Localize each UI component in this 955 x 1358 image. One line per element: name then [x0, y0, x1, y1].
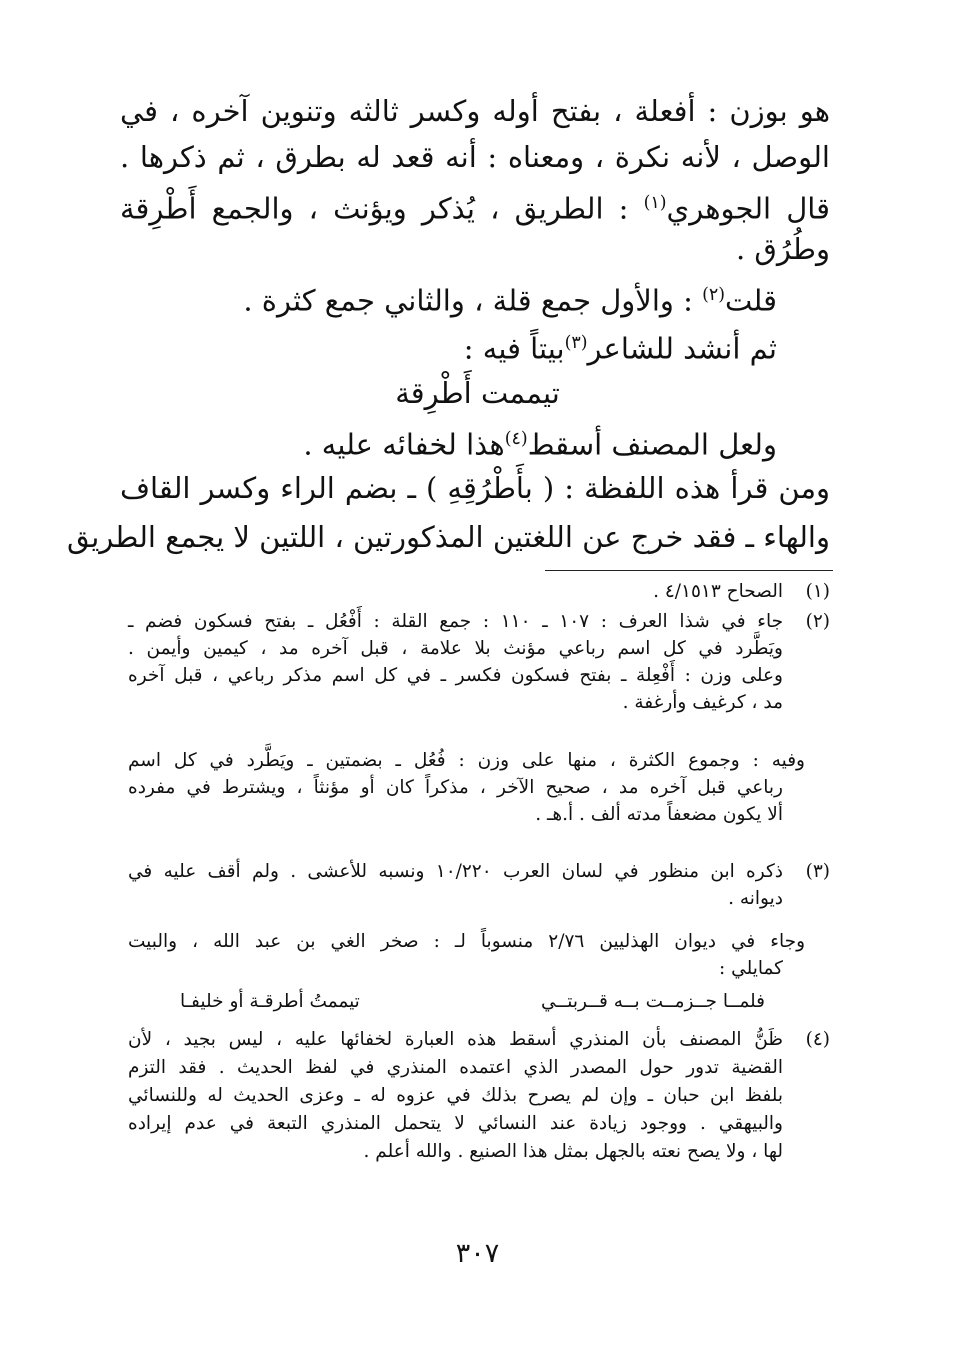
body-text: قلت	[725, 283, 777, 318]
footnote-line: كمايلي :	[719, 958, 783, 979]
body-line	[120, 180, 830, 232]
footnote-line: بلفظ ابن حبان ـ وإن لم يصرح بذلك في عزوه له ـ وعزى الحديث له وللنسائي	[128, 1085, 783, 1106]
footnote-line: ويَطَّرد في كل اسم رباعي مؤنث بلا علامة ، قبل آخره مد ، كيمين وأيمن .	[128, 638, 783, 659]
footnote-line: ديوانه .	[728, 888, 783, 909]
body-line: والهاء ـ فقد خرج عن اللغتين المذكورتين ، اللتين لا يجمع الطريق	[67, 520, 830, 554]
footnote-number: (٤)	[805, 1029, 830, 1050]
body-text: : والأول جمع قلة ، والثاني جمع كثرة .	[243, 283, 703, 318]
body-text: هذا لخفائه عليه .	[303, 427, 505, 462]
footnote-number: (١)	[805, 581, 830, 602]
footnote-line: مد ، كرغيف وأرغفة .	[622, 692, 783, 713]
footnote	[0, 578, 955, 605]
footnote-line: ذكره ابن منظور في لسان العرب ١٠/٢٢٠ ونسبه للأعشى . ولم أقف عليه في	[128, 861, 784, 882]
footnote	[0, 1026, 955, 1166]
footnote-line: ألا يكون مضعفاً مدته ألف . أ.هـ .	[535, 804, 783, 825]
footnote-continuation	[0, 928, 955, 982]
footnote-line: وجاء في ديوان الهذليين ٢/٧٦ منسوباً لـ : صخر الغي بن عبد الله ، والبيت	[128, 931, 805, 952]
footnote-verse-second-hemistich: تيممتُ أطرقـة أو خليفـا	[180, 991, 360, 1012]
quoted-verse: تيممت أَطْرِقة	[395, 376, 560, 410]
footnote-number: (٣)	[805, 861, 830, 882]
body-text: ثم أنشد للشاعر	[587, 331, 777, 366]
footnote-line: جاء في شذا العرف : ١٠٧ ـ ١١٠ : جمع القلة : أَفْعُل ـ بفتح فسكون فضم ـ	[128, 611, 784, 632]
body-line	[243, 272, 777, 324]
footnote-line: ظَنُّ المصنف بأن المنذري أسقط هذه العبارة لخفائها عليه ، ليس بجيد ، لأن	[128, 1029, 783, 1050]
body-line: ومن قرأ هذه اللفظة : ( بأَطْرُقِهِ ) ـ بضم الراء وكسر القاف	[120, 471, 830, 505]
footnote-ref: (٣)	[564, 333, 588, 353]
body-text: ولعل المصنف أسقط	[527, 427, 777, 462]
footnote-line: رباعي قبل آخره مد ، صحيح الآخر ، مذكراً كان أو مؤنثاً ، ويشترط في مفرده	[128, 777, 783, 798]
footnote-ref: (١)	[643, 193, 667, 213]
body-text: قال الجوهري	[666, 191, 831, 226]
body-line: هو بوزن : أفعلة ، بفتح أوله وكسر ثالثه وتنوين آخره ، في	[120, 94, 830, 128]
footnote-line: القضية تدور حول المصدر الذي اعتمده المنذري في لفظ الحديث . فقد التزم	[128, 1057, 783, 1078]
footnote-continuation	[0, 747, 955, 828]
footnote-line: والبيهقي . ووجود زيادة عند النسائي لا يتحمل المنذري التبعة في عدم إيراده	[128, 1113, 783, 1134]
body-line: وطُرُق .	[735, 232, 830, 266]
body-text: : الطريق ، يُذكر ويؤنث ، والجمع أَطْرِقة	[120, 191, 644, 226]
footnote-number: (٢)	[805, 611, 830, 632]
footnote-line: الصحاح ٤/١٥١٣ .	[653, 581, 783, 602]
body-line	[464, 320, 777, 372]
footnote-ref: (٤)	[504, 429, 528, 449]
footnote	[0, 858, 955, 912]
footnote-ref: (٢)	[702, 285, 726, 305]
footnote-line: وفيه : وجموع الكثرة ، منها على وزن : فُعُل ـ بضمتين ـ ويَطَّرد في كل اسم	[128, 750, 805, 771]
body-line: الوصل ، لأنه نكرة ، ومعناه : أنه قعد له بطرق ، ثم ذكرها .	[120, 140, 830, 174]
footnote-line: وعلى وزن : أَفْعِلة ـ بفتح فسكون فكسر ـ في كل اسم مذكر رباعي ، قبل آخره	[128, 665, 783, 686]
footnote	[0, 608, 955, 716]
footnote-line: لها ، ولا يصح نعته بالجهل بمثل هذا الصنيع . والله أعلم .	[363, 1141, 783, 1162]
footnote-separator	[545, 570, 833, 571]
page-number: ٣٠٧	[455, 1238, 500, 1269]
footnote-verse-first-hemistich: فلمــا جــزمــت بــه قــربتــي	[541, 991, 765, 1012]
body-line	[303, 416, 777, 468]
body-text: بيتاً فيه :	[463, 331, 565, 366]
